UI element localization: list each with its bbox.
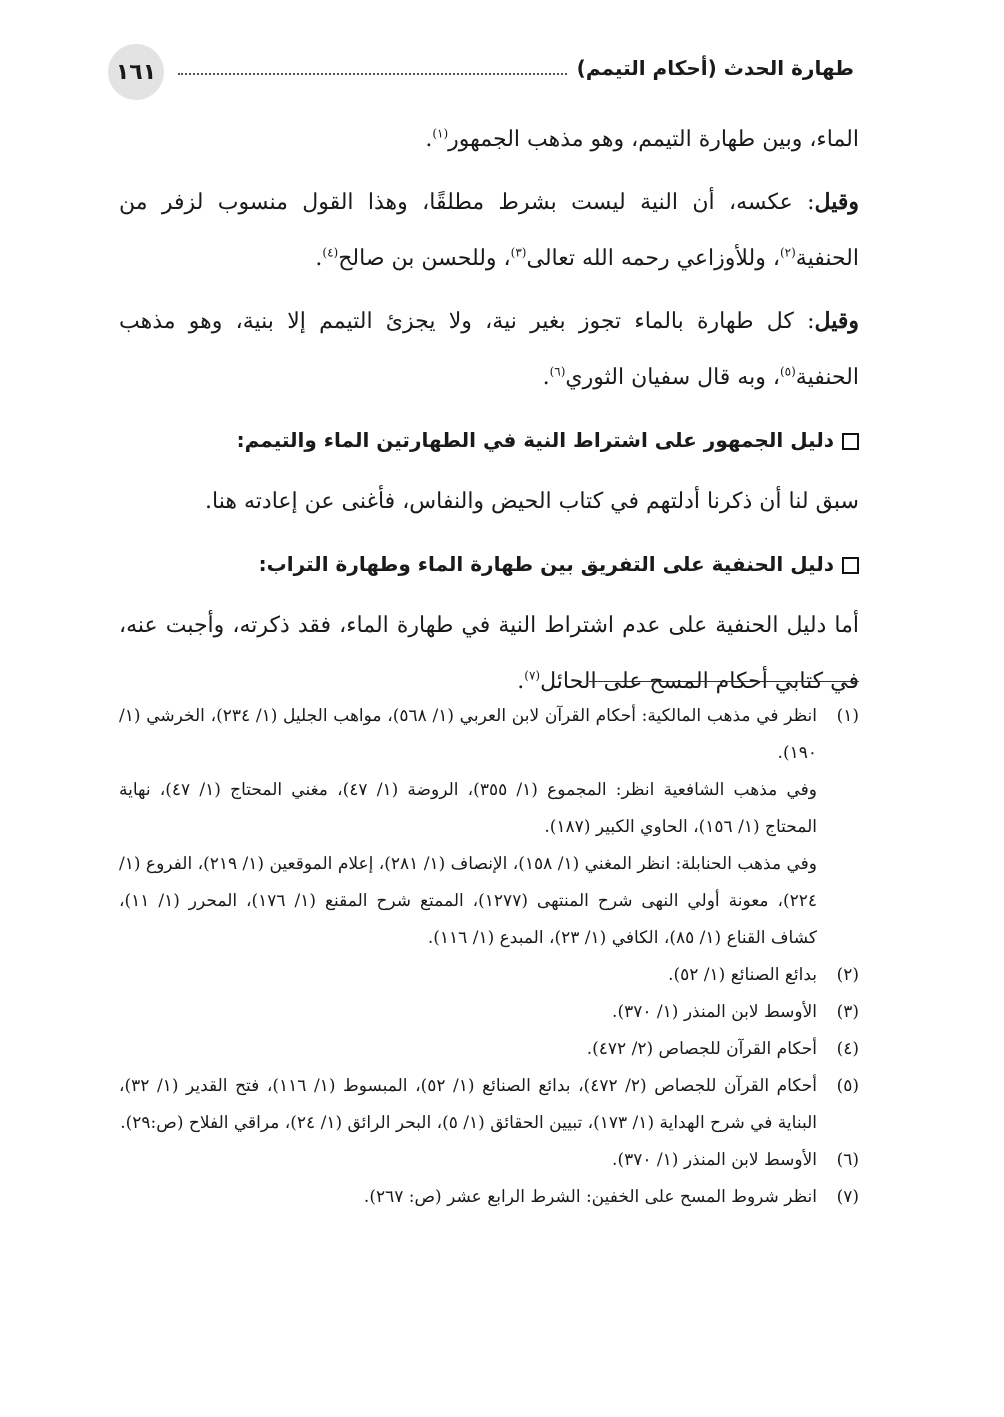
footnote-ref-4[interactable]: (٤) — [322, 245, 339, 260]
footnote-1 — [119, 698, 859, 957]
square-bullet-icon — [842, 557, 859, 574]
footnote-number: (٣) — [836, 1002, 859, 1022]
footnote-number: (١) — [836, 706, 859, 726]
paragraph-1: الماء، وبين طهارة التيمم، وهو مذهب الجمهور$^{(١)}$. — [425, 126, 859, 152]
paragraph-3: وقيل: كل طهارة بالماء تجوز بغير نية، ولا يجزئ التيمم إلا بنية، وهو مذهب الحنفية$^{(٥)}$، وبه قال سفيان الثوري$^{(٦)}$. — [119, 308, 859, 390]
footnote-text: انظر في مذهب المالكية: أحكام القرآن لابن العربي (١/ ٥٦٨)، مواهب الجليل (١/ ٢٣٤)، الخرشي (١/ ١٩٠). — [119, 706, 817, 763]
footnote-2 — [119, 957, 859, 994]
footnote-text: الأوسط لابن المنذر (١/ ٣٧٠). — [612, 1002, 817, 1022]
lead-word: وقيل — [814, 189, 859, 215]
main-text — [119, 112, 859, 710]
section-heading-2: دليل الحنفية على التفريق بين طهارة الماء وطهارة التراب: — [119, 536, 859, 592]
footnote-5 — [119, 1068, 859, 1142]
footnote-text: انظر شروط المسح على الخفين: الشرط الرابع عشر (ص: ٢٦٧). — [363, 1187, 817, 1207]
lead-word: وقيل — [814, 308, 859, 334]
footnotes — [119, 698, 859, 1216]
footnote-text: أحكام القرآن للجصاص (٢/ ٤٧٢). — [586, 1039, 817, 1059]
footnote-ref-2[interactable]: (٢) — [779, 245, 796, 260]
paragraph-2: وقيل: عكسه، أن النية ليست بشرط مطلقًا، وهذا القول منسوب لزفر من الحنفية$^{(٢)}$، وللأوزاعي رحمه الله تعالى$^{(٣)}$، وللحسن بن صالح$^{(٤)}$. — [119, 189, 859, 271]
footnote-text: أحكام القرآن للجصاص (٢/ ٤٧٢)، بدائع الصنائع (١/ ٥٢)، المبسوط (١/ ١١٦)، فتح القدير (١/ ٣٢)، البناية في شرح الهداية (١/ ١٧٣)، تبيين الحقائق (١/ ٥)، البحر الرائق (١/ ٢٤)، مراقي الفلاح (ص:٢٩). — [119, 1076, 817, 1133]
section-heading-1: دليل الجمهور على اشتراط النية في الطهارتين الماء والتيمم: — [119, 412, 859, 468]
footnote-number: (٦) — [836, 1150, 859, 1170]
footnote-text: وفي مذهب الشافعية انظر: المجموع (١/ ٣٥٥)، الروضة (١/ ٤٧)، مغني المحتاج (١/ ٤٧)، نهاية المحتاج (١/ ١٥٦)، الحاوي الكبير (١٨٧). — [119, 780, 817, 837]
footnote-ref-5[interactable]: (٥) — [779, 364, 796, 379]
footnote-7 — [119, 1179, 859, 1216]
paragraph-5: أما دليل الحنفية على عدم اشتراط النية في طهارة الماء، فقد ذكرته، وأجبت عنه، في كتابي أحكام المسح على الحائل$^{(٧)}$. — [119, 613, 859, 694]
running-title: طهارة الحدث (أحكام التيمم) — [569, 56, 854, 80]
paragraph-4: سبق لنا أن ذكرنا أدلتهم في كتاب الحيض والنفاس، فأغنى عن إعادته هنا. — [205, 489, 859, 514]
footnote-text: بدائع الصنائع (١/ ٥٢). — [668, 965, 817, 985]
footnote-ref-7[interactable]: (٧) — [524, 668, 541, 683]
running-header — [108, 44, 854, 100]
square-bullet-icon — [842, 433, 859, 450]
footnote-text: الأوسط لابن المنذر (١/ ٣٧٠). — [612, 1150, 817, 1170]
footnote-number: (٢) — [836, 965, 859, 985]
footnote-text: وفي مذهب الحنابلة: انظر المغني (١/ ١٥٨)، الإنصاف (١/ ٢٨١)، إعلام الموقعين (١/ ٢١٩)، الفروع (١/ ٢٢٤)، معونة أولي النهى شرح المنتهى (١٢٧٧)، الممتع شرح المقنع (١/ ١٧٦)، المحرر (١/ ١١)، كشاف القناع (١/ ٨٥)، الكافي (١/ ٢٣)، المبدع (١/ ١١٦). — [119, 854, 818, 948]
footnote-number: (٥) — [836, 1076, 859, 1096]
footnote-ref-1[interactable]: (١) — [432, 126, 449, 141]
footnote-ref-3[interactable]: (٣) — [510, 245, 527, 260]
footnote-number: (٧) — [836, 1187, 859, 1207]
footnote-separator — [589, 681, 859, 682]
footnote-number: (٤) — [836, 1039, 859, 1059]
footnote-3 — [119, 994, 859, 1031]
footnote-ref-6[interactable]: (٦) — [549, 364, 566, 379]
page-number: ١٦١ — [108, 44, 164, 100]
footnote-4 — [119, 1031, 859, 1068]
footnote-6 — [119, 1142, 859, 1179]
